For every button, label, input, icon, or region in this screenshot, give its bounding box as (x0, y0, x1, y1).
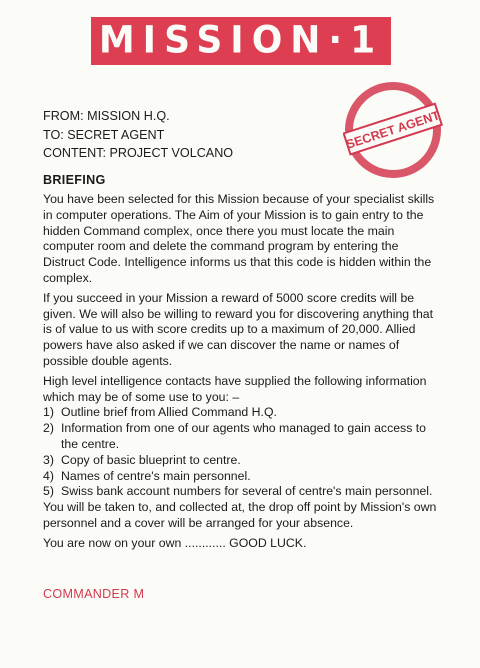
stamp-text: SECRET AGENT (344, 108, 442, 152)
list-item (43, 453, 443, 469)
list-text: Information from one of our agents who managed to gain access to the centre. (61, 421, 427, 451)
closing-paragraph: You will be taken to, and collected at, the drop off point by Mission's own personnel and a cover will be arranged for your absence. (43, 500, 437, 530)
list-text: Copy of basic blueprint to centre. (61, 452, 241, 467)
signature: COMMANDER M (43, 587, 145, 601)
list-number: 3) (43, 452, 54, 467)
closing-paragraph: You are now on your own ............ GOOD LUCK. (43, 535, 307, 550)
intel-list (43, 405, 443, 500)
list-number: 1) (43, 405, 54, 420)
list-item (43, 405, 443, 421)
list-text: Outline brief from Allied Command H.Q. (61, 405, 277, 420)
briefing-paragraph: High level intelligence contacts have supplied the following information which may be of some use to you: – (43, 373, 427, 404)
briefing-heading: BRIEFING (43, 173, 106, 187)
briefing-paragraph: You have been selected for this Mission because of your specialist skills in computer operations. The Aim of your Mission is to gain entry to the hidden Command complex, once there you must locate the main computer room and delete the command program by entering the Distruct Code. Intelligence informs us that this code is hidden within the complex. (43, 192, 435, 285)
header-from: FROM: MISSION H.Q. (43, 109, 170, 123)
list-text: Swiss bank account numbers for several of centre's main personnel. (61, 484, 433, 499)
secret-agent-stamp (343, 80, 443, 180)
banner-title: MISSION·1 (98, 18, 384, 62)
mission-banner (91, 17, 391, 65)
briefing-body (43, 192, 443, 552)
list-text: Names of centre's main personnel. (61, 468, 251, 483)
header-to: TO: SECRET AGENT (43, 127, 165, 142)
stamp-seal-icon (343, 80, 443, 180)
memo-header (43, 107, 233, 163)
list-number: 5) (43, 484, 54, 499)
list-item (43, 421, 443, 453)
header-content: CONTENT: PROJECT VOLCANO (43, 146, 234, 160)
list-item (43, 484, 443, 500)
briefing-paragraph: If you succeed in your Mission a reward of 5000 score credits will be given. We will also be willing to reward you for discovering anything that is of value to us with score credits up to a maximum of 20,000. Allied powers have also asked if we can discover the name or names of possible double agents. (43, 290, 434, 368)
list-number: 2) (43, 421, 54, 436)
list-number: 4) (43, 468, 54, 483)
list-item (43, 469, 443, 485)
